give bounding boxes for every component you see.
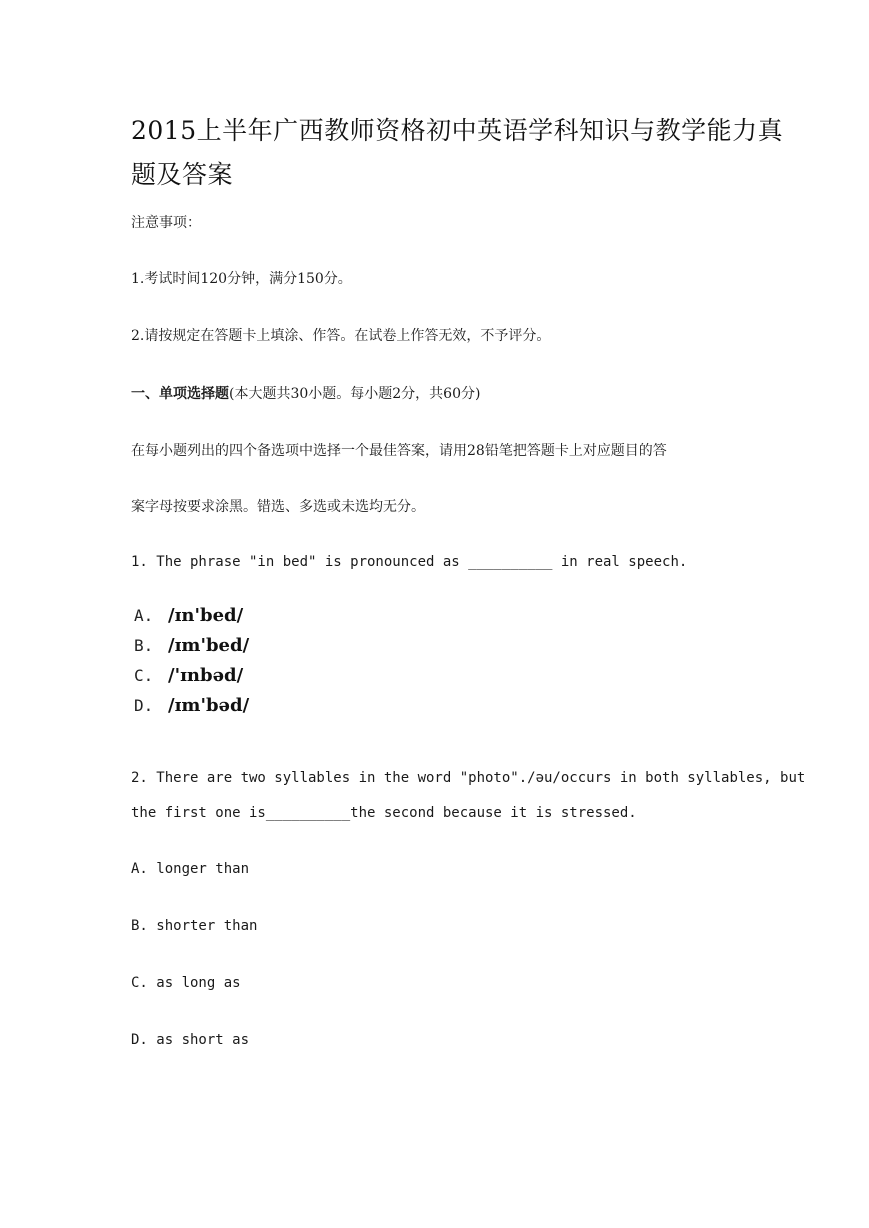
option-letter: A. xyxy=(134,606,154,625)
question-2-option-a: A. longer than xyxy=(131,861,250,877)
document-title-line-2: 题及答案 xyxy=(131,160,234,189)
option-ipa: /ɪm'bəd/ xyxy=(168,695,250,716)
question-1-option-d xyxy=(134,695,249,716)
section-heading-bold: 一、单项选择题 xyxy=(131,386,229,402)
question-2-option-b: B. shorter than xyxy=(131,918,258,934)
instructions-line-2: 案字母按要求涂黑。错选、多选或未选均无分。 xyxy=(131,499,425,515)
instructions-line-1: 在每小题列出的四个备选项中选择一个最佳答案，请用28铅笔把答题卡上对应题目的答 xyxy=(131,443,667,459)
question-1-option-b xyxy=(134,635,249,656)
notice-item-1: 1.考试时间120分钟，满分150分。 xyxy=(131,271,352,287)
option-ipa: /ɪm'bed/ xyxy=(168,635,250,656)
section-heading-detail: (本大题共30小题。每小题2分，共60分) xyxy=(229,386,481,402)
question-2-option-c: C. as long as xyxy=(131,975,241,991)
question-1-option-c xyxy=(134,665,243,686)
option-letter: D. xyxy=(134,696,154,715)
question-2-option-d: D. as short as xyxy=(131,1032,250,1048)
section-heading xyxy=(131,383,480,403)
notice-heading: 注意事项： xyxy=(131,215,201,231)
notice-item-2: 2.请按规定在答题卡上填涂、作答。在试卷上作答无效，不予评分。 xyxy=(131,328,551,344)
question-2-stem-line-1: 2. There are two syllables in the word "photo"./əu/occurs in both syllables, but xyxy=(131,770,806,786)
question-2-stem-line-2: the first one is__________the second because it is stressed. xyxy=(131,805,637,821)
option-letter: B. xyxy=(134,636,154,655)
document-title-line-1: 2015上半年广西教师资格初中英语学科知识与教学能力真 xyxy=(131,116,784,145)
option-ipa: /'ɪnbəd/ xyxy=(168,665,244,686)
question-1-option-a xyxy=(134,605,243,626)
question-1-stem: 1. The phrase "in bed" is pronounced as __________ in real speech. xyxy=(131,554,688,570)
option-ipa: /ɪn'bed/ xyxy=(168,605,244,626)
option-letter: C. xyxy=(134,666,154,685)
